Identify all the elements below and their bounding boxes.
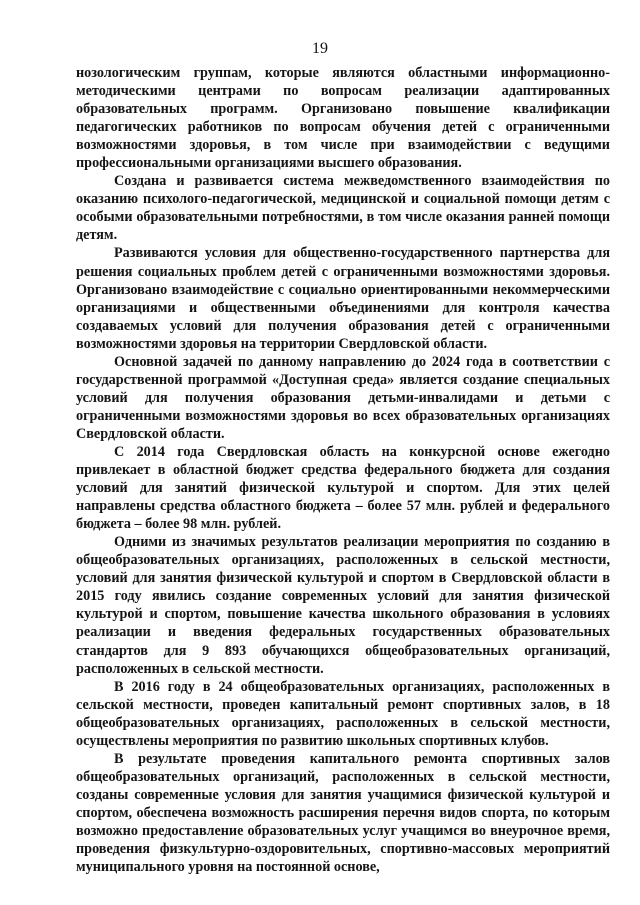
paragraph: С 2014 года Свердловская область на конкурсной основе ежегодно привлекает в областной бюджет средства федерального бюджета для создания условий для занятий физической культурой и спортом. Для этих целей направлены средства областного бюджета – более 57 млн. рублей и федерального бюджета – более 98 млн. рублей. [76,443,610,533]
paragraph: Основной задачей по данному направлению до 2024 года в соответствии с государственной программой «Доступная среда» является создание специальных условий для получения образования детьми-инвалидами и детьми с ограниченными возможностями здоровья во всех образовательных организациях Свердловской области. [76,353,610,442]
paragraph: Одними из значимых результатов реализации мероприятия по созданию в общеобразовательных организациях, расположенных в сельской местности, условий для занятия физической культурой и спортом в Свердловской области в 2015 году явились создание современных условий для занятия физической культурой и спортом, повышение качества школьного образования в условиях реализации и введения федеральных государственных образовательных стандартов для 9 893 обучающихся общеобразовательных организаций, расположенных в сельской местности. [76,534,610,677]
paragraph: Создана и развивается система межведомственного взаимодействия по оказанию психолого-педагогической, медицинской и социальной помощи детям с особыми образовательными потребностями, в том числе оказания ранней помощи детям. [76,173,610,244]
body-text [76,64,610,876]
paragraph: В 2016 году в 24 общеобразовательных организациях, расположенных в сельской местности, проведен капитальный ремонт спортивных залов, в 18 общеобразовательных организациях, расположенных в сельской местности, осуществлены мероприятия по развитию школьных спортивных клубов. [76,678,610,749]
paragraph: нозологическим группам, которые являются областными информационно-методическими центрами по вопросам реализации адаптированных образовательных программ. Организовано повышение квалификации педагогических работников по вопросам обучения детей с ограниченными возможностями здоровья, в том числе при взаимодействии с ведущими профессиональными организациями высшего образования. [76,65,610,172]
paragraph: В результате проведения капитального ремонта спортивных залов общеобразовательных организаций, расположенных в сельской местности, созданы современные условия для занятия учащимися физической культурой и спортом, обеспечена возможность расширения перечня видов спорта, по которым возможно предоставление образовательных услуг учащимся во внеурочное время, проведения физкультурно-оздоровительных, спортивно-массовых мероприятий муниципального уровня на постоянной основе, [76,750,610,876]
paragraph: Развиваются условия для общественно-государственного партнерства для решения социальных проблем детей с ограниченными возможностями здоровья. Организовано взаимодействие с социально ориентированными некоммерческими организациями и общественными объединениями для контроля качества создаваемых условий для получения образования детей с ограниченными возможностями здоровья на территории Свердловской области. [76,245,610,352]
page-number: 19 [312,40,328,57]
